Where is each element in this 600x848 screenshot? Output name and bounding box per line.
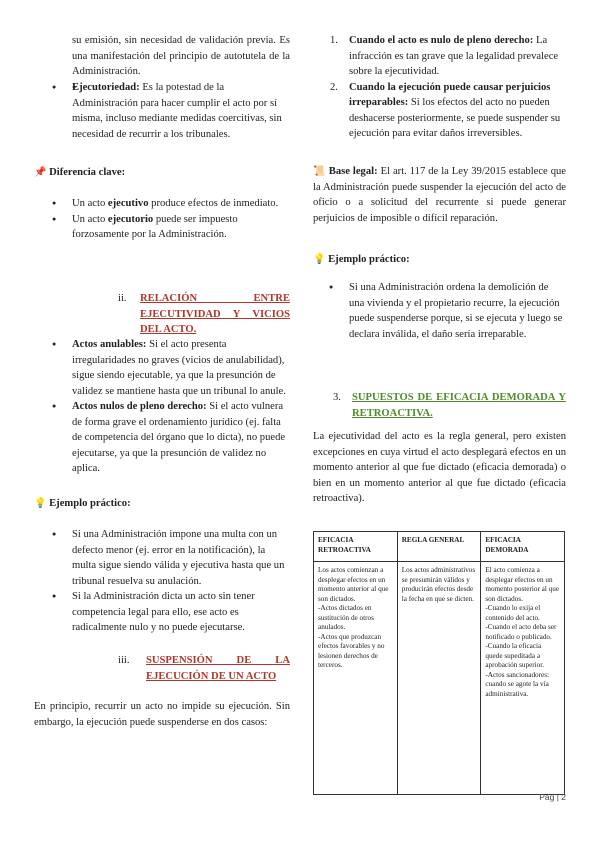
list-item: ● Si una Administración impone una multa con un defecto menor (ej. error en la notificación), la multa sigue siendo válida y ejecutiva hasta que un tribunal resuelva su anulación. [52, 529, 285, 587]
lightbulb-icon: 💡 [34, 498, 47, 509]
table-row [314, 562, 565, 795]
page-number: Pág | 2 [539, 792, 566, 802]
vicios-list [52, 337, 290, 477]
list-item: ● ● Ejecutoriedad: Es la potestad de la Administración para hacer cumplir el acto por sí misma, incluso mediante medidas coercitivas, sin necesidad de recurrir a los tribunales. [72, 80, 290, 142]
base-legal-paragraph: 📜 Base legal: El art. 117 de la Ley 39/2015 establece que la Administración puede suspender la ejecución del acto de oficio o a solicitud del recurrente si puede generar perjuicios de imposible o difícil reparación. [313, 166, 567, 224]
table-cell: El acto comienza a desplegar efectos en un momento posterior al que son dictados. -Cuando lo exija el contenido del acto. -Cuando el acto deba ser notificado o publicado. -Cuando la eficacia quede supeditada a aprobación superior. -Actos sancionadores: cuando se agote la vía administrativa. [481, 562, 565, 795]
list-item: ● Un acto ejecutivo produce efectos de inmediato. [52, 198, 279, 209]
intro-paragraph: En principio, recurrir un acto no impide su ejecución. Sin embargo, la ejecución puede suspenderse en dos casos: [34, 701, 290, 728]
table-header: EFICACIA DEMORADA [481, 532, 565, 562]
list-item: 1. Cuando el acto es nulo de pleno derecho: La infracción es tan grave que la legalidad prevalece sobre la ejecutividad. [330, 35, 559, 77]
term: Ejecutoriedad: [72, 82, 140, 93]
example-list [52, 527, 290, 636]
section-heading-ii: ii. RELACIÓN ENTRE EJECUTIVIDAD Y VICIOS DEL ACTO. [118, 293, 290, 335]
example-heading [313, 252, 410, 268]
table-cell: Los actos administrativos se presumirán válidos y producirán efectos desde la fecha en que se dicten. [397, 562, 481, 795]
ejecutoriedad-list [52, 80, 290, 142]
example-title: Ejemplo práctico: [328, 254, 410, 265]
suspension-cases [330, 33, 566, 142]
lightbulb-icon: 💡 [313, 254, 326, 265]
list-item: ● Actos nulos de pleno derecho: Si el acto vulnera de forma grave el ordenamiento jurídico (ej. falta de competencia del órgano que lo dicta), no puede ejecutarse, ya que la presunción de validez no aplica. [52, 401, 286, 474]
eficacia-paragraph: La ejecutividad del acto es la regla general, pero existen excepciones en cuya virtud el acto desplegará efectos en un momento anterior al que fue dictado (eficacia demorada) o bien en un momento anterior al que fue dictado (eficacia retroactiva). [313, 431, 566, 504]
table-header: REGLA GENERAL [397, 532, 481, 562]
example-title: Ejemplo práctico: [49, 498, 131, 509]
example-list [329, 280, 566, 342]
list-item: ● Si una Administración ordena la demolición de una vivienda y el propietario recurre, la ejecución puede suspenderse porque, si se ejecuta y luego se declara inválida, el daño sería irreparable. [329, 282, 563, 340]
definition: Es la potestad de la Administración para hacer cumplir el acto por sí misma, incluso mediante medidas coercitivas, sin necesidad de recurrir a los tribunales. [72, 82, 282, 140]
section-heading-3: 3. SUPUESTOS DE EFICACIA DEMORADA Y RETROACTIVA. [333, 392, 566, 419]
diff-title: Diferencia clave: [49, 167, 126, 178]
table-header: EFICACIA RETROACTIVA [314, 532, 398, 562]
table-header-row [314, 532, 565, 562]
diff-list [52, 196, 290, 243]
scroll-icon: 📜 [313, 166, 326, 177]
eficacia-table [313, 531, 565, 795]
section-heading-iii: iii. SUSPENSIÓN DE LA EJECUCIÓN DE UN ACTO [118, 655, 290, 682]
example-heading [34, 496, 131, 512]
list-item: 2. Cuando la ejecución puede causar perjuicios irreparables: Si los efectos del acto no pueden deshacerse posteriormente, se puede suspender su ejecución para evitar daños irreversibles. [330, 81, 561, 139]
list-item: ● Un acto ejecutorio puede ser impuesto forzosamente por la Administración. [52, 213, 238, 240]
list-item: ● Si la Administración dicta un acto sin tener competencia legal para ello, ese acto es radicalmente nulo y no puede ejecutarse. [52, 591, 255, 633]
continued-paragraph: su emisión, sin necesidad de validación previa. Es una manifestación del principio de autotutela de la Administración. [72, 35, 290, 77]
diff-heading [34, 165, 125, 181]
table-cell: Los actos comienzan a desplegar efectos en un momento anterior al que son dictados. -Actos dictados en sustitución de otros anulados. -Actos que produzcan efectos favorables y no lesionen derechos de terceros. [314, 562, 398, 795]
pushpin-icon: 📌 [34, 167, 47, 178]
list-item: ● Actos anulables: Si el acto presenta irregularidades no graves (vicios de anulabilidad), sigue siendo ejecutable, ya que la presunción de validez se mantiene hasta que un tribunal lo anule. [52, 339, 286, 397]
